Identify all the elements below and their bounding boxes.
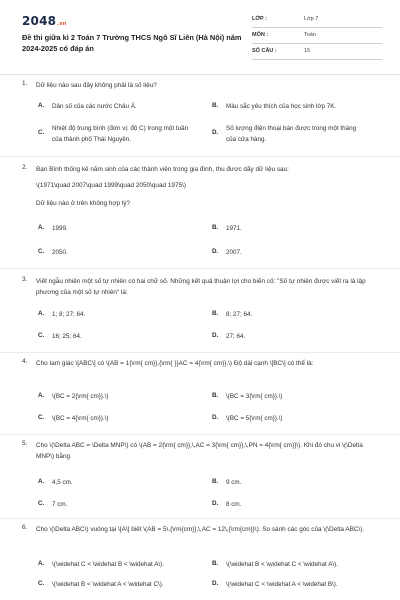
option-letter: B. [212,102,219,109]
option-text: \(BC = 2{\rm{ cm}}.\) [52,393,109,400]
option-letter: B. [212,478,219,485]
meta-value: Toán [304,32,316,38]
question-text: Viết ngẫu nhiên một số tự nhiên có hai chữ số. Những kết quả thuận lợi cho biến cố: "Số tự nhiên được viết ra là lập phương của một số tự nhiên" là: [36,278,366,296]
option-letter: A. [38,310,45,317]
option-text: 7 cm. [52,501,68,508]
question-divider [0,268,400,269]
option-text: 9 cm. [226,479,242,486]
question-text: Bạn Bình thống kê năm sinh của các thành viên trong gia đình, thu được dãy dữ liệu sau: [36,166,289,173]
option-letter: A. [38,224,45,231]
site-logo[interactable]: 2048.vn [22,14,67,28]
question-number: 4. [22,358,28,365]
option-text: \(BC = 3{\rm{ cm}}.\) [226,393,283,400]
question-2 [22,164,382,260]
option-letter: A. [38,560,45,567]
page-header [22,14,382,64]
option-text: 2050. [52,249,68,256]
question-5 [22,440,382,512]
exam-meta [252,14,382,60]
option-text: 27; 64. [226,333,246,340]
question-number: 1. [22,80,28,87]
question-number: 5. [22,440,28,447]
question-6 [22,524,382,596]
question-text: Cho tam giác \[ABC\] có \(AB = 1{\rm{ cm}},{\rm{ }}AC = 4{\rm{ cm}}.\) Độ dài cạnh \[BC\] có thể là: [36,360,314,367]
option-letter: D. [212,129,219,136]
option-letter: D. [212,580,219,587]
option-letter: A. [38,478,45,485]
option-text: 16; 25; 64. [52,333,82,340]
option-text: 8 cm. [226,501,242,508]
option-letter: C. [38,248,45,255]
option-letter: D. [212,500,219,507]
question-number: 3. [22,276,28,283]
option-letter: B. [212,560,219,567]
option-text: 1; 8; 27; 64. [52,311,86,318]
exam-title: Đề thi giữa kì 2 Toán 7 Trường THCS Ngô Sĩ Liên (Hà Nội) năm 2024-2025 có đáp án [22,33,242,53]
question-number: 2. [22,164,28,171]
question-divider [0,434,400,435]
question-subtext: Dữ liệu nào ở trên không hợp lý? [36,200,131,207]
meta-label: MÔN : [252,32,269,38]
option-text: 2007. [226,249,242,256]
option-letter: A. [38,392,45,399]
question-number: 6. [22,524,28,531]
meta-value: Lớp 7 [304,16,319,22]
option-text: \(\widehat B < \widehat C < \widehat A\). [226,561,339,568]
meta-label: SỐ CÂU : [252,48,277,54]
option-text: \(\widehat C < \widehat A < \widehat B\). [226,581,338,588]
option-letter: C. [38,500,45,507]
question-divider [0,518,400,519]
option-text: \(BC = 5{\rm{ cm}}.\) [226,415,283,422]
data-sequence: \(1971\quad 2007\quad 1999\quad 2050\quad 1975\) [36,182,186,189]
question-3 [22,276,382,348]
option-text: 4,5 cm. [52,479,73,486]
option-text: \(\widehat B < \widehat A < \widehat C\). [52,581,164,588]
option-text: 8; 27; 64. [226,311,253,318]
question-divider [0,352,400,353]
option-letter: D. [212,332,219,339]
option-letter: C. [38,332,45,339]
question-4 [22,358,382,430]
option-letter: B. [212,310,219,317]
option-text: Màu sắc yêu thích của học sinh lớp 7K. [226,103,337,110]
question-text: Cho \(\Delta ABC = \Delta MNP\) có \(AB = 2{\rm{ cm}},\,AC = 3{\rm{ cm}},\,PN = 4{\rm{ cm}}\). Khi đó chu vi \(\Delta MNP\) bằng [36,442,363,460]
meta-label: LỚP : [252,16,267,22]
question-text: Cho \(\Delta ABC\) vuông tại \[A\] biết \(AB = 5\,{\rm{cm}},\,AC = 12\,{\rm{cm}}\). So sánh các góc của \(\Delta ABC\). [36,526,365,533]
option-text: 1971. [226,225,242,232]
option-letter: B. [212,224,219,231]
logo-suffix: .vn [57,21,67,27]
option-letter: C. [38,414,45,421]
option-text: \(\widehat C < \widehat B < \widehat A\). [52,561,165,568]
meta-row-subject [252,30,382,44]
question-text: Dữ liệu nào sau đây không phải là số liệu? [36,82,157,89]
option-text: \(BC = 4{\rm{ cm}}.\) [52,415,109,422]
meta-row-count [252,46,382,60]
option-letter: B. [212,392,219,399]
option-letter: C. [38,580,45,587]
option-text: 1999. [52,225,68,232]
header-divider [0,74,400,75]
option-text: Dân số của các nước Châu Á. [52,103,137,110]
option-letter: A. [38,102,45,109]
option-text: Nhiệt độ trung bình (đơn vị: độ C) trong một tuần của thành phố Thái Nguyên. [52,125,189,143]
meta-value: 15 [304,48,311,54]
question-1 [22,80,382,146]
option-letter: C. [38,129,45,136]
question-divider [0,156,400,157]
meta-row-class [252,14,382,28]
option-text: Số lượng điện thoại bán được trong một tháng của cửa hàng. [226,125,357,143]
option-letter: D. [212,248,219,255]
option-letter: D. [212,414,219,421]
